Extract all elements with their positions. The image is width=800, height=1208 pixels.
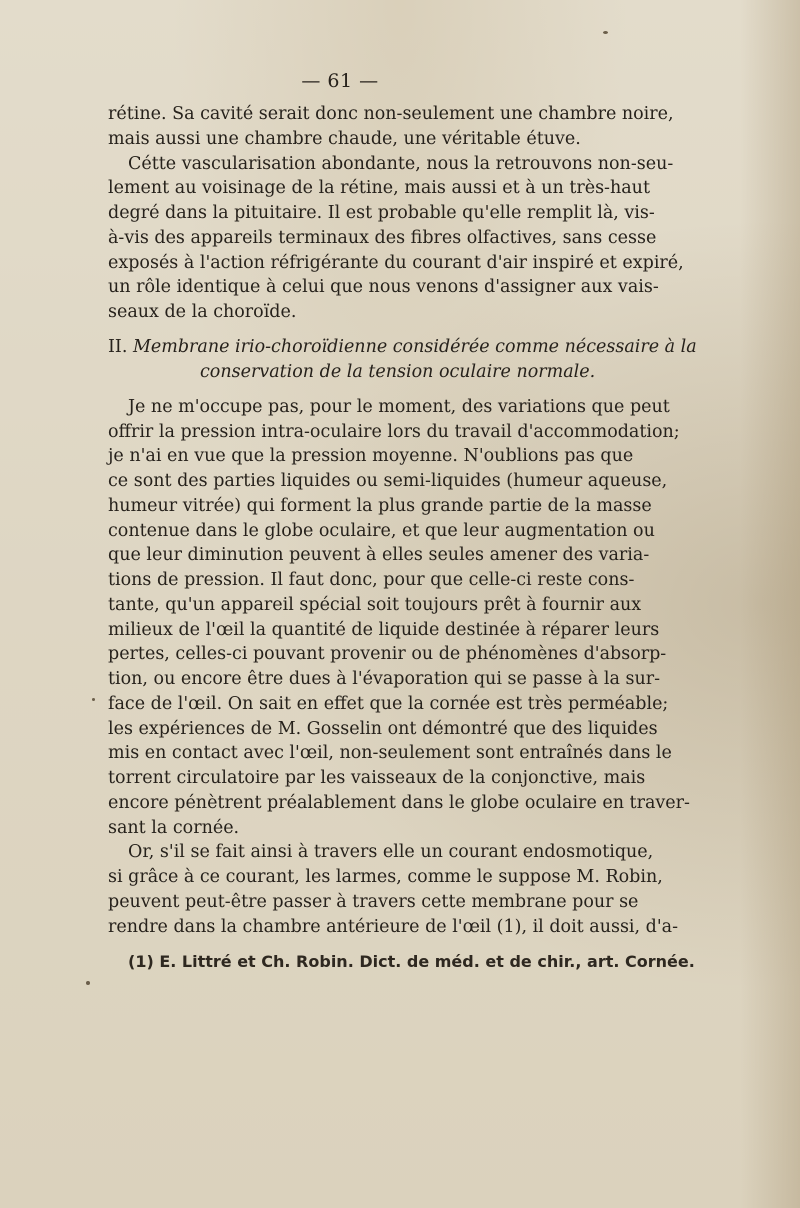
- text-line: ce sont des parties liquides ou semi-liquides (humeur aqueuse,: [108, 471, 668, 491]
- text-line: sant la cornée.: [108, 817, 240, 838]
- text-line: encore pénètrent préalablement dans le globe oculaire en traver-: [108, 792, 690, 813]
- text-line: offrir la pression intra-oculaire lors du travail d'accommodation;: [108, 421, 680, 442]
- paper-speck: [86, 981, 90, 985]
- footnote: (1) E. Littré et Ch. Robin. Dict. de méd. et de chir., art. Cornée.: [128, 952, 695, 971]
- text-line: Or, s'il se fait ainsi à travers elle un courant endosmotique,: [128, 842, 654, 863]
- text-line: seaux de la choroïde.: [108, 302, 297, 322]
- text-line: un rôle identique à celui que nous venons d'assigner aux vais-: [108, 277, 659, 298]
- text-line: contenue dans le globe oculaire, et que leur augmentation ou: [108, 520, 655, 541]
- text-line: Je ne m'occupe pas, pour le moment, des variations que peut: [128, 396, 670, 417]
- text-line: torrent circulatoire par les vaisseaux de la conjonctive, mais: [108, 768, 646, 788]
- section-title-line-1: Membrane irio-choroïdienne considérée comme nécessaire à la: [132, 336, 697, 357]
- text-line: mis en contact avec l'œil, non-seulement sont entraînés dans le: [108, 743, 672, 764]
- text-line: si grâce à ce courant, les larmes, comme le suppose M. Robin,: [108, 867, 663, 887]
- text-line: lement au voisinage de la rétine, mais aussi et à un très-haut: [108, 178, 650, 199]
- text-line: rétine. Sa cavité serait donc non-seulement une chambre noire,: [108, 104, 674, 124]
- paper-speck: [92, 698, 95, 701]
- section-number: II.: [108, 336, 128, 357]
- text-line: milieux de l'œil la quantité de liquide destinée à réparer leurs: [108, 619, 660, 640]
- spacer: [108, 385, 623, 395]
- text-line: rendre dans la chambre antérieure de l'œil (1), il doit aussi, d'a-: [108, 916, 679, 937]
- body-text: [108, 102, 697, 939]
- page-number: — 61 —: [301, 70, 379, 92]
- text-line: tions de pression. Il faut donc, pour que celle-ci reste cons-: [108, 570, 635, 590]
- section-title-line-2: conservation de la tension oculaire normale.: [200, 361, 596, 382]
- text-line: à-vis des appareils terminaux des fibres olfactives, sans cesse: [108, 227, 657, 248]
- section-heading: [108, 335, 697, 360]
- text-line: degré dans la pituitaire. Il est probable qu'elle remplit là, vis-: [108, 203, 655, 223]
- text-line: exposés à l'action réfrigérante du courant d'air inspiré et expiré,: [108, 252, 684, 273]
- text-line: mais aussi une chambre chaude, une véritable étuve.: [108, 128, 581, 149]
- text-line: Cétte vascularisation abondante, nous la retrouvons non-seu-: [128, 153, 674, 174]
- spacer: [108, 325, 623, 335]
- text-line: tante, qu'un appareil spécial soit toujours prêt à fournir aux: [108, 594, 642, 615]
- text-line: les expériences de M. Gosselin ont démontré que des liquides: [108, 718, 658, 739]
- paper-speck: [603, 31, 608, 34]
- text-line: je n'ai en vue que la pression moyenne. N'oublions pas que: [108, 446, 634, 467]
- text-line: tion, ou encore être dues à l'évaporation qui se passe à la sur-: [108, 669, 661, 689]
- text-line: que leur diminution peuvent à elles seules amener des varia-: [108, 545, 650, 566]
- page-edge-shadow: [740, 0, 800, 1208]
- text-line: humeur vitrée) qui forment la plus grande partie de la masse: [108, 495, 652, 516]
- text-line: face de l'œil. On sait en effet que la cornée est très perméable;: [108, 693, 669, 714]
- text-line: pertes, celles-ci pouvant provenir ou de phénomènes d'absorp-: [108, 644, 667, 665]
- text-line: peuvent peut-être passer à travers cette membrane pour se: [108, 891, 639, 912]
